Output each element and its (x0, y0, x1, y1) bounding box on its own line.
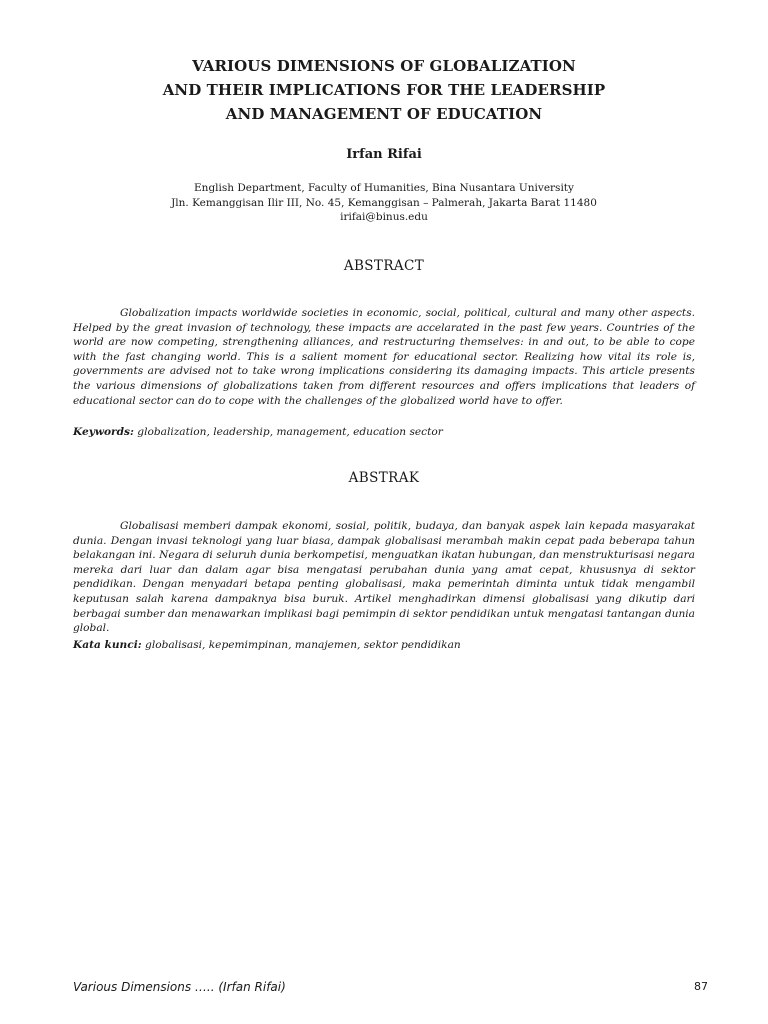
abstract-heading: ABSTRACT (343, 258, 425, 274)
abstrak-paragraph: Globalisasi memberi dampak ekonomi, sosial, politik, budaya, dan banyak aspek lain kepada masyarakat dunia. Dengan invasi teknologi yang luar biasa, dampak globalisasi merambah makin cepat pada beberapa tahun belakangan ini. Negara di seluruh dunia berkompetisi, menguatkan ikatan hubungan, dan menstrukturisasi negara mereka dari luar dan dalam agar bisa mengatasi perubahan dunia yang amat cepat, khususnya di sektor pendidikan. Dengan menyadari betapa penting globalisasi, maka pemerintah diminta untuk tidak mengambil keputusan salah karena dampaknya bisa buruk. Artikel menghadirkan dimensi globalisasi yang dikutip dari berbagai sumber dan menawarkan implikasi bagi pemimpin di sektor pendidikan untuk mengatasi tantangan dunia global. (73, 520, 695, 635)
abstrak-body (73, 519, 695, 636)
kata-kunci-value: globalisasi, kepemimpinan, manajemen, sektor pendidikan (145, 639, 461, 651)
title-line: AND THEIR IMPLICATIONS FOR THE LEADERSHIP (162, 81, 606, 99)
paper-title (0, 54, 768, 126)
kata-kunci-label: Kata kunci: (73, 639, 142, 651)
keywords-value: globalization, leadership, management, education sector (137, 426, 443, 438)
author-affiliation (0, 181, 768, 225)
author-name: Irfan Rifai (346, 147, 422, 162)
keywords-label: Keywords: (73, 426, 134, 438)
abstrak-keywords (73, 638, 695, 652)
abstract-keywords (73, 425, 695, 439)
abstrak-heading: ABSTRAK (348, 470, 420, 486)
abstract-body (73, 306, 695, 408)
title-line: VARIOUS DIMENSIONS OF GLOBALIZATION (192, 57, 576, 75)
affiliation-address: Jln. Kemanggisan Ilir III, No. 45, Kemanggisan – Palmerah, Jakarta Barat 11480 (171, 196, 597, 209)
running-title: Various Dimensions ….. (Irfan Rifai) (73, 980, 286, 994)
page-number: 87 (694, 980, 708, 993)
author-email: irifai@binus.edu (340, 211, 428, 223)
affiliation-department: English Department, Faculty of Humanities, Bina Nusantara University (194, 182, 574, 194)
title-line: AND MANAGEMENT OF EDUCATION (225, 105, 543, 123)
abstract-paragraph: Globalization impacts worldwide societies in economic, social, political, cultural and many other aspects. Helped by the great invasion of technology, these impacts are accelarated in the past few years. Countries of the world are now competing, strengthening alliances, and restructuring themselves: in and out, to be able to cope with the fast changing world. This is a salient moment for educational sector. Realizing how vital its role is, governments are advised not to take wrong implications considering its damaging impacts. This article presents the various dimensions of globalizations taken from different resources and offers implications that leaders of educational sector can do to cope with the challenges of the globalized world have to offer. (73, 307, 695, 407)
